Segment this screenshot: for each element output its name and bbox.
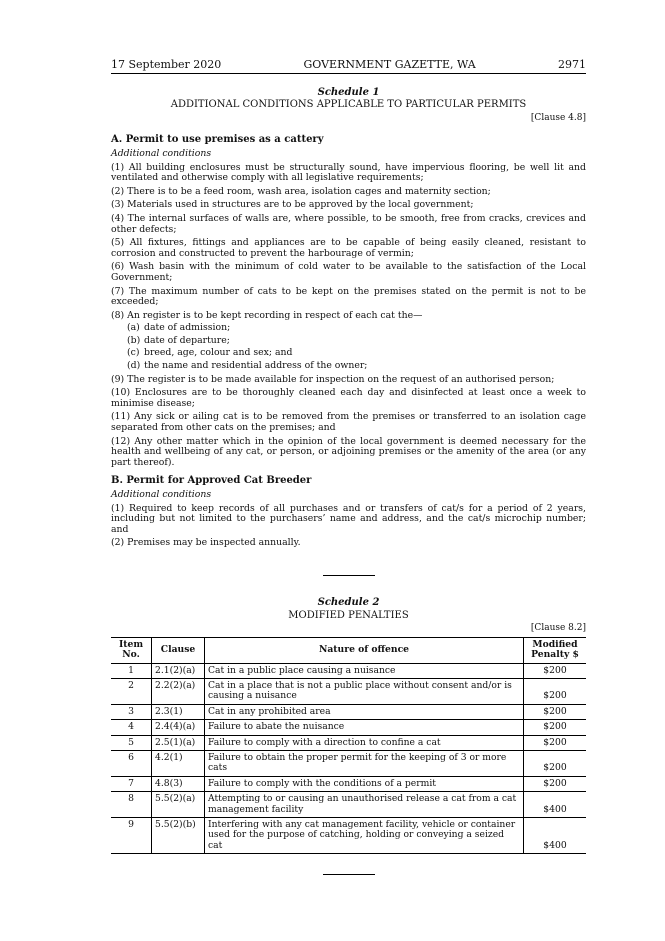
- cell-item: 9: [111, 818, 152, 854]
- cell-clause: 2.5(1)(a): [152, 735, 205, 750]
- cell-clause: 2.3(1): [152, 704, 205, 719]
- list-marker: (a): [127, 322, 140, 334]
- page-header: [111, 60, 586, 74]
- header-publication: GOVERNMENT GAZETTE, WA: [303, 58, 476, 71]
- table-row: [111, 704, 586, 719]
- cell-clause: 4.2(1): [152, 751, 205, 777]
- table-row: [111, 735, 586, 750]
- list-text: the name and residential address of the owner;: [144, 360, 368, 372]
- list-marker: (d): [127, 360, 141, 372]
- table-row: [111, 720, 586, 735]
- register-list-item: [127, 361, 586, 372]
- header-page-number: 2971: [557, 58, 586, 71]
- schedule-1-title: Schedule 1: [317, 86, 380, 98]
- cell-clause: 4.8(3): [152, 776, 205, 791]
- table-row: [111, 792, 586, 818]
- register-list-item: [127, 348, 586, 359]
- cell-penalty: $200: [524, 735, 587, 750]
- list-marker: (c): [127, 347, 140, 359]
- section-a-title: A. Permit to use premises as a cattery: [111, 134, 324, 146]
- schedule-2-title: Schedule 2: [317, 596, 380, 608]
- schedule-1-subtitle: ADDITIONAL CONDITIONS APPLICABLE TO PARTICULAR PERMITS: [170, 99, 527, 111]
- column-header-item: Item No.: [111, 637, 152, 663]
- section-b-subheading: Additional conditions: [111, 489, 212, 500]
- cell-item: 3: [111, 704, 152, 719]
- cell-offence: Attempting to or causing an unauthorised release a cat from a cat management facility: [205, 792, 524, 818]
- header-date: 17 September 2020: [111, 58, 222, 71]
- cell-item: 2: [111, 678, 152, 704]
- section-b-title: B. Permit for Approved Cat Breeder: [111, 475, 312, 487]
- section-a-condition: (12) Any other matter which in the opinion of the local government is deemed necessary for the health and wellbeing of any cat, or person, or adjoining premises or the amenity of the area (or any part thereof).: [111, 435, 586, 468]
- section-a-condition: (5) All fixtures, fittings and appliances are to be capable of being easily cleaned, resistant to corrosion and constructed to prevent the harbourage of vermin;: [111, 237, 586, 259]
- section-a-condition: (1) All building enclosures must be structurally sound, have impervious flooring, be well lit and ventilated and otherwise comply with all legislative requirements;: [111, 161, 586, 184]
- cell-offence: Cat in any prohibited area: [205, 704, 524, 719]
- column-header-clause: Clause: [152, 637, 205, 663]
- cell-penalty: $200: [524, 776, 587, 791]
- section-b-condition: (1) Required to keep records of all purchases and or transfers of cat/s for a period of 2 years, including but not limited to the purchasers’ name and address, and the cat/s microchip number; and: [111, 502, 586, 535]
- table-row: [111, 818, 586, 854]
- cell-clause: 2.4(4)(a): [152, 720, 205, 735]
- cell-clause: 2.1(2)(a): [152, 663, 205, 678]
- section-a-condition: (11) Any sick or ailing cat is to be removed from the premises or transferred to an isolation cage separated from other cats on the premises; and: [111, 411, 586, 434]
- section-a-condition: (7) The maximum number of cats to be kept on the premises stated on the permit is not to be exceeded;: [111, 285, 586, 308]
- cell-offence: Failure to comply with the conditions of a permit: [205, 776, 524, 791]
- cell-item: 6: [111, 751, 152, 777]
- cell-item: 1: [111, 663, 152, 678]
- cell-clause: 5.5(2)(b): [152, 818, 205, 854]
- section-a-condition: (8) An register is to be kept recording in respect of each cat the—: [111, 309, 423, 321]
- section-a-condition: (9) The register is to be made available for inspection on the request of an authorised person;: [111, 373, 555, 385]
- column-header-penalty: Modified Penalty $: [524, 637, 587, 663]
- cell-offence: Failure to comply with a direction to confine a cat: [205, 735, 524, 750]
- cell-penalty: $200: [524, 751, 587, 777]
- penalties-table: [111, 637, 586, 855]
- gazette-page: [111, 60, 586, 875]
- schedule-1: [111, 88, 586, 549]
- section-a-condition: (4) The internal surfaces of walls are, where possible, to be smooth, free from cracks, crevices and other defects;: [111, 212, 586, 235]
- cell-penalty: $200: [524, 663, 587, 678]
- list-marker: (b): [127, 334, 141, 346]
- cell-penalty: $400: [524, 792, 587, 818]
- cell-penalty: $200: [524, 704, 587, 719]
- section-divider: [323, 575, 375, 576]
- section-a-subheading: Additional conditions: [111, 147, 212, 159]
- cell-item: 5: [111, 735, 152, 750]
- cell-clause: 5.5(2)(a): [152, 792, 205, 818]
- section-a-condition: (10) Enclosures are to be thoroughly cleaned each day and disinfected at least once a week to minimise disease;: [111, 387, 586, 409]
- table-row: [111, 776, 586, 791]
- column-header-offence: Nature of offence: [205, 637, 524, 663]
- cell-offence: Cat in a place that is not a public place without consent and/or is causing a nuisance: [205, 678, 524, 704]
- table-row: [111, 663, 586, 678]
- list-text: breed, age, colour and sex; and: [144, 347, 293, 359]
- list-text: date of admission;: [144, 322, 231, 334]
- cell-clause: 2.2(2)(a): [152, 678, 205, 704]
- schedule-2-clause-ref: [Clause 8.2]: [530, 623, 586, 634]
- section-a-condition: (2) There is to be a feed room, wash area, isolation cages and maternity section;: [111, 185, 491, 197]
- cell-penalty: $200: [524, 720, 587, 735]
- list-text: date of departure;: [144, 334, 230, 346]
- schedule-2: [111, 598, 586, 854]
- section-a-condition: (6) Wash basin with the minimum of cold water to be available to the satisfaction of the Local Government;: [111, 261, 586, 283]
- end-divider: [323, 874, 375, 875]
- register-list-item: [127, 336, 586, 347]
- cell-penalty: $200: [524, 678, 587, 704]
- cell-offence: Failure to obtain the proper permit for the keeping of 3 or more cats: [205, 751, 524, 777]
- schedule-1-clause-ref: [Clause 4.8]: [530, 112, 586, 123]
- cell-item: 8: [111, 792, 152, 818]
- table-header-row: [111, 637, 586, 663]
- schedule-2-subtitle: MODIFIED PENALTIES: [288, 609, 409, 621]
- cell-offence: Failure to abate the nuisance: [205, 720, 524, 735]
- section-a-condition: (3) Materials used in structures are to be approved by the local government;: [111, 199, 474, 211]
- cell-penalty: $400: [524, 818, 587, 854]
- table-row: [111, 751, 586, 777]
- register-list-item: [127, 323, 586, 334]
- cell-item: 4: [111, 720, 152, 735]
- cell-offence: Cat in a public place causing a nuisance: [205, 663, 524, 678]
- cell-item: 7: [111, 776, 152, 791]
- table-row: [111, 678, 586, 704]
- section-b-condition: (2) Premises may be inspected annually.: [111, 537, 301, 549]
- cell-offence: Interfering with any cat management facility, vehicle or container used for the purpose of catching, holding or conveying a seized cat: [205, 818, 524, 854]
